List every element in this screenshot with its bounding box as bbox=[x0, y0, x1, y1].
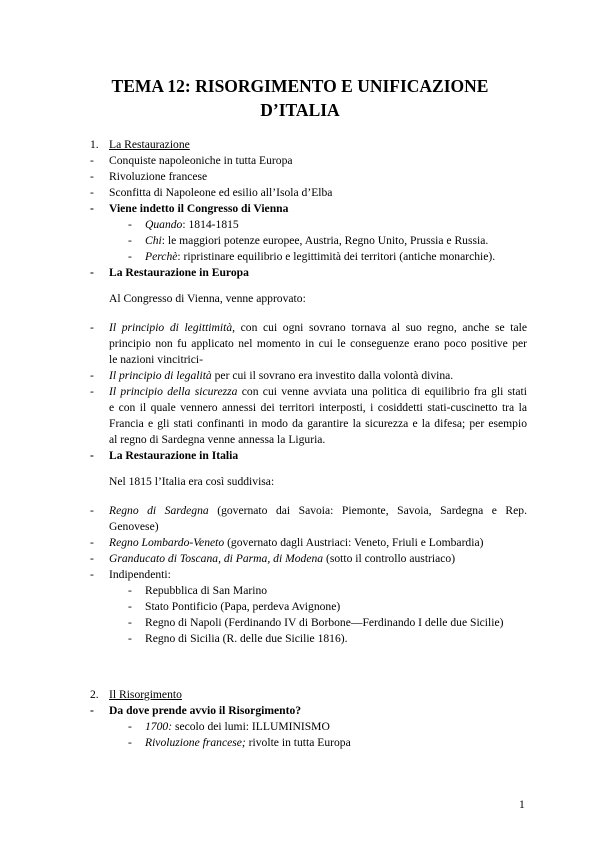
bullet-dash: - bbox=[90, 186, 94, 199]
legalita-label: Il principio di legalità bbox=[109, 369, 212, 382]
sicurezza-label: Il principio della sicurezza bbox=[109, 385, 238, 398]
sicurezza-text: con cui venne avviata una politica di equilibrio fra gli stati bbox=[237, 385, 527, 398]
sicurezza-line-2: e con il quale vennero annessi dei territori interposti, i cosiddetti stati-cuscinetto tra la bbox=[109, 401, 527, 414]
europa-heading: La Restaurazione in Europa bbox=[109, 266, 249, 279]
sub-bullet-dash: - bbox=[128, 218, 132, 231]
chi-text: : le maggiori potenze europee, Austria, Regno Unito, Prussia e Russia. bbox=[161, 234, 489, 247]
legittimita-line-1 bbox=[109, 320, 527, 336]
bullet-dash: - bbox=[90, 568, 94, 581]
bullet-dash: - bbox=[90, 154, 94, 167]
item-rivoluzione-text: rivolte in tutta Europa bbox=[245, 736, 351, 749]
legalita-text: per cui il sovrano era investito dalla volontà divina. bbox=[211, 369, 454, 382]
sub-bullet-dash: - bbox=[128, 250, 132, 263]
sardegna-line-1 bbox=[109, 503, 527, 519]
title-line-1: TEMA 12: RISORGIMENTO E UNIFICAZIONE bbox=[111, 76, 489, 96]
bullet-dash: - bbox=[90, 552, 94, 565]
legalita-line bbox=[109, 368, 453, 384]
quando-label: Quando bbox=[145, 218, 183, 231]
sardegna-line-2: Genovese) bbox=[109, 520, 159, 533]
sardegna-text: (governato dai Savoia: Piemonte, Savoia, Sardegna e Rep. bbox=[208, 504, 527, 517]
bullet-dash: - bbox=[90, 449, 94, 462]
granducato-label: Granducato di Toscana, di Parma, di Modena bbox=[109, 552, 324, 565]
sardegna-label: Regno di Sardegna bbox=[109, 504, 209, 517]
lombardo-line bbox=[109, 535, 483, 551]
sub-bullet-dash: - bbox=[128, 616, 132, 629]
page-title bbox=[0, 74, 600, 122]
sub-bullet-dash: - bbox=[128, 234, 132, 247]
sub-bullet-dash: - bbox=[128, 584, 132, 597]
bullet-dash: - bbox=[90, 504, 94, 517]
item-1700-label: 1700: bbox=[145, 720, 173, 733]
indipendenti-label: Indipendenti: bbox=[109, 568, 171, 581]
list-item: Regno di Napoli (Ferdinando IV di Borbone—Ferdinando I delle due Sicilie) bbox=[145, 616, 504, 629]
europa-intro: Al Congresso di Vienna, venne approvato: bbox=[109, 292, 306, 305]
section-1-heading: La Restaurazione bbox=[109, 138, 190, 151]
bullet-dash: - bbox=[90, 266, 94, 279]
list-item: Rivoluzione francese bbox=[109, 170, 208, 183]
section-1-number: 1. bbox=[90, 138, 99, 151]
perche-label: Perchè bbox=[145, 250, 178, 263]
bullet-dash: - bbox=[90, 536, 94, 549]
sub-bullet-dash: - bbox=[128, 632, 132, 645]
bullet-dash: - bbox=[90, 704, 94, 717]
bullet-dash: - bbox=[90, 385, 94, 398]
list-item: Stato Pontificio (Papa, perdeva Avignone) bbox=[145, 600, 341, 613]
item-rivoluzione-label: Rivoluzione francese; bbox=[145, 736, 246, 749]
congress-chi bbox=[145, 233, 488, 249]
section-2-heading: Il Risorgimento bbox=[109, 688, 182, 701]
congress-perche bbox=[145, 249, 495, 265]
page-number: 1 bbox=[519, 798, 525, 811]
list-item: Conquiste napoleoniche in tutta Europa bbox=[109, 154, 293, 167]
congress-heading: Viene indetto il Congresso di Vienna bbox=[109, 202, 289, 215]
legittimita-label: Il principio di legittimità bbox=[109, 321, 233, 334]
granducato-text: (sotto il controllo austriaco) bbox=[323, 552, 456, 565]
bullet-dash: - bbox=[90, 202, 94, 215]
sicurezza-line-3: Francia e gli stati confinanti in modo da garantire la sicurezza e la difesa; per esempio bbox=[109, 417, 527, 430]
granducato-line bbox=[109, 551, 455, 567]
legittimita-line-2: principio non fu applicato nel momento in cui le conseguenze erano poco positive per bbox=[109, 337, 527, 350]
sicurezza-line-4: al regno di Sardegna venne annessa la Liguria. bbox=[109, 433, 326, 446]
congress-quando bbox=[145, 217, 239, 233]
italia-heading: La Restaurazione in Italia bbox=[109, 449, 239, 462]
chi-label: Chi bbox=[145, 234, 162, 247]
lombardo-text: (governato dagli Austriaci: Veneto, Friuli e Lombardia) bbox=[224, 536, 484, 549]
item-1700-text: secolo dei lumi: ILLUMINISMO bbox=[172, 720, 330, 733]
sub-bullet-dash: - bbox=[128, 720, 132, 733]
legittimita-line-3: le nazioni vincitrici- bbox=[109, 353, 204, 366]
bullet-dash: - bbox=[90, 170, 94, 183]
title-line-2: D’ITALIA bbox=[260, 100, 340, 120]
list-item: Sconfitta di Napoleone ed esilio all’Isola d’Elba bbox=[109, 186, 333, 199]
sicurezza-line-1 bbox=[109, 384, 527, 400]
lombardo-label: Regno Lombardo-Veneto bbox=[109, 536, 225, 549]
quando-text: : 1814-1815 bbox=[182, 218, 239, 231]
list-item: Regno di Sicilia (R. delle due Sicilie 1816). bbox=[145, 632, 348, 645]
sub-bullet-dash: - bbox=[128, 736, 132, 749]
italia-intro: Nel 1815 l’Italia era così suddivisa: bbox=[109, 475, 275, 488]
perche-text: : ripristinare equilibrio e legittimità dei territori (antiche monarchie). bbox=[177, 250, 496, 263]
list-item: Repubblica di San Marino bbox=[145, 584, 268, 597]
item-1700 bbox=[145, 719, 330, 735]
item-rivoluzione bbox=[145, 735, 351, 751]
sub-bullet-dash: - bbox=[128, 600, 132, 613]
risorgimento-question: Da dove prende avvio il Risorgimento? bbox=[109, 704, 302, 717]
legittimita-text: , con cui ogni sovrano tornava al suo regno, anche se tale bbox=[232, 321, 527, 334]
section-2-number: 2. bbox=[90, 688, 99, 701]
bullet-dash: - bbox=[90, 321, 94, 334]
bullet-dash: - bbox=[90, 369, 94, 382]
